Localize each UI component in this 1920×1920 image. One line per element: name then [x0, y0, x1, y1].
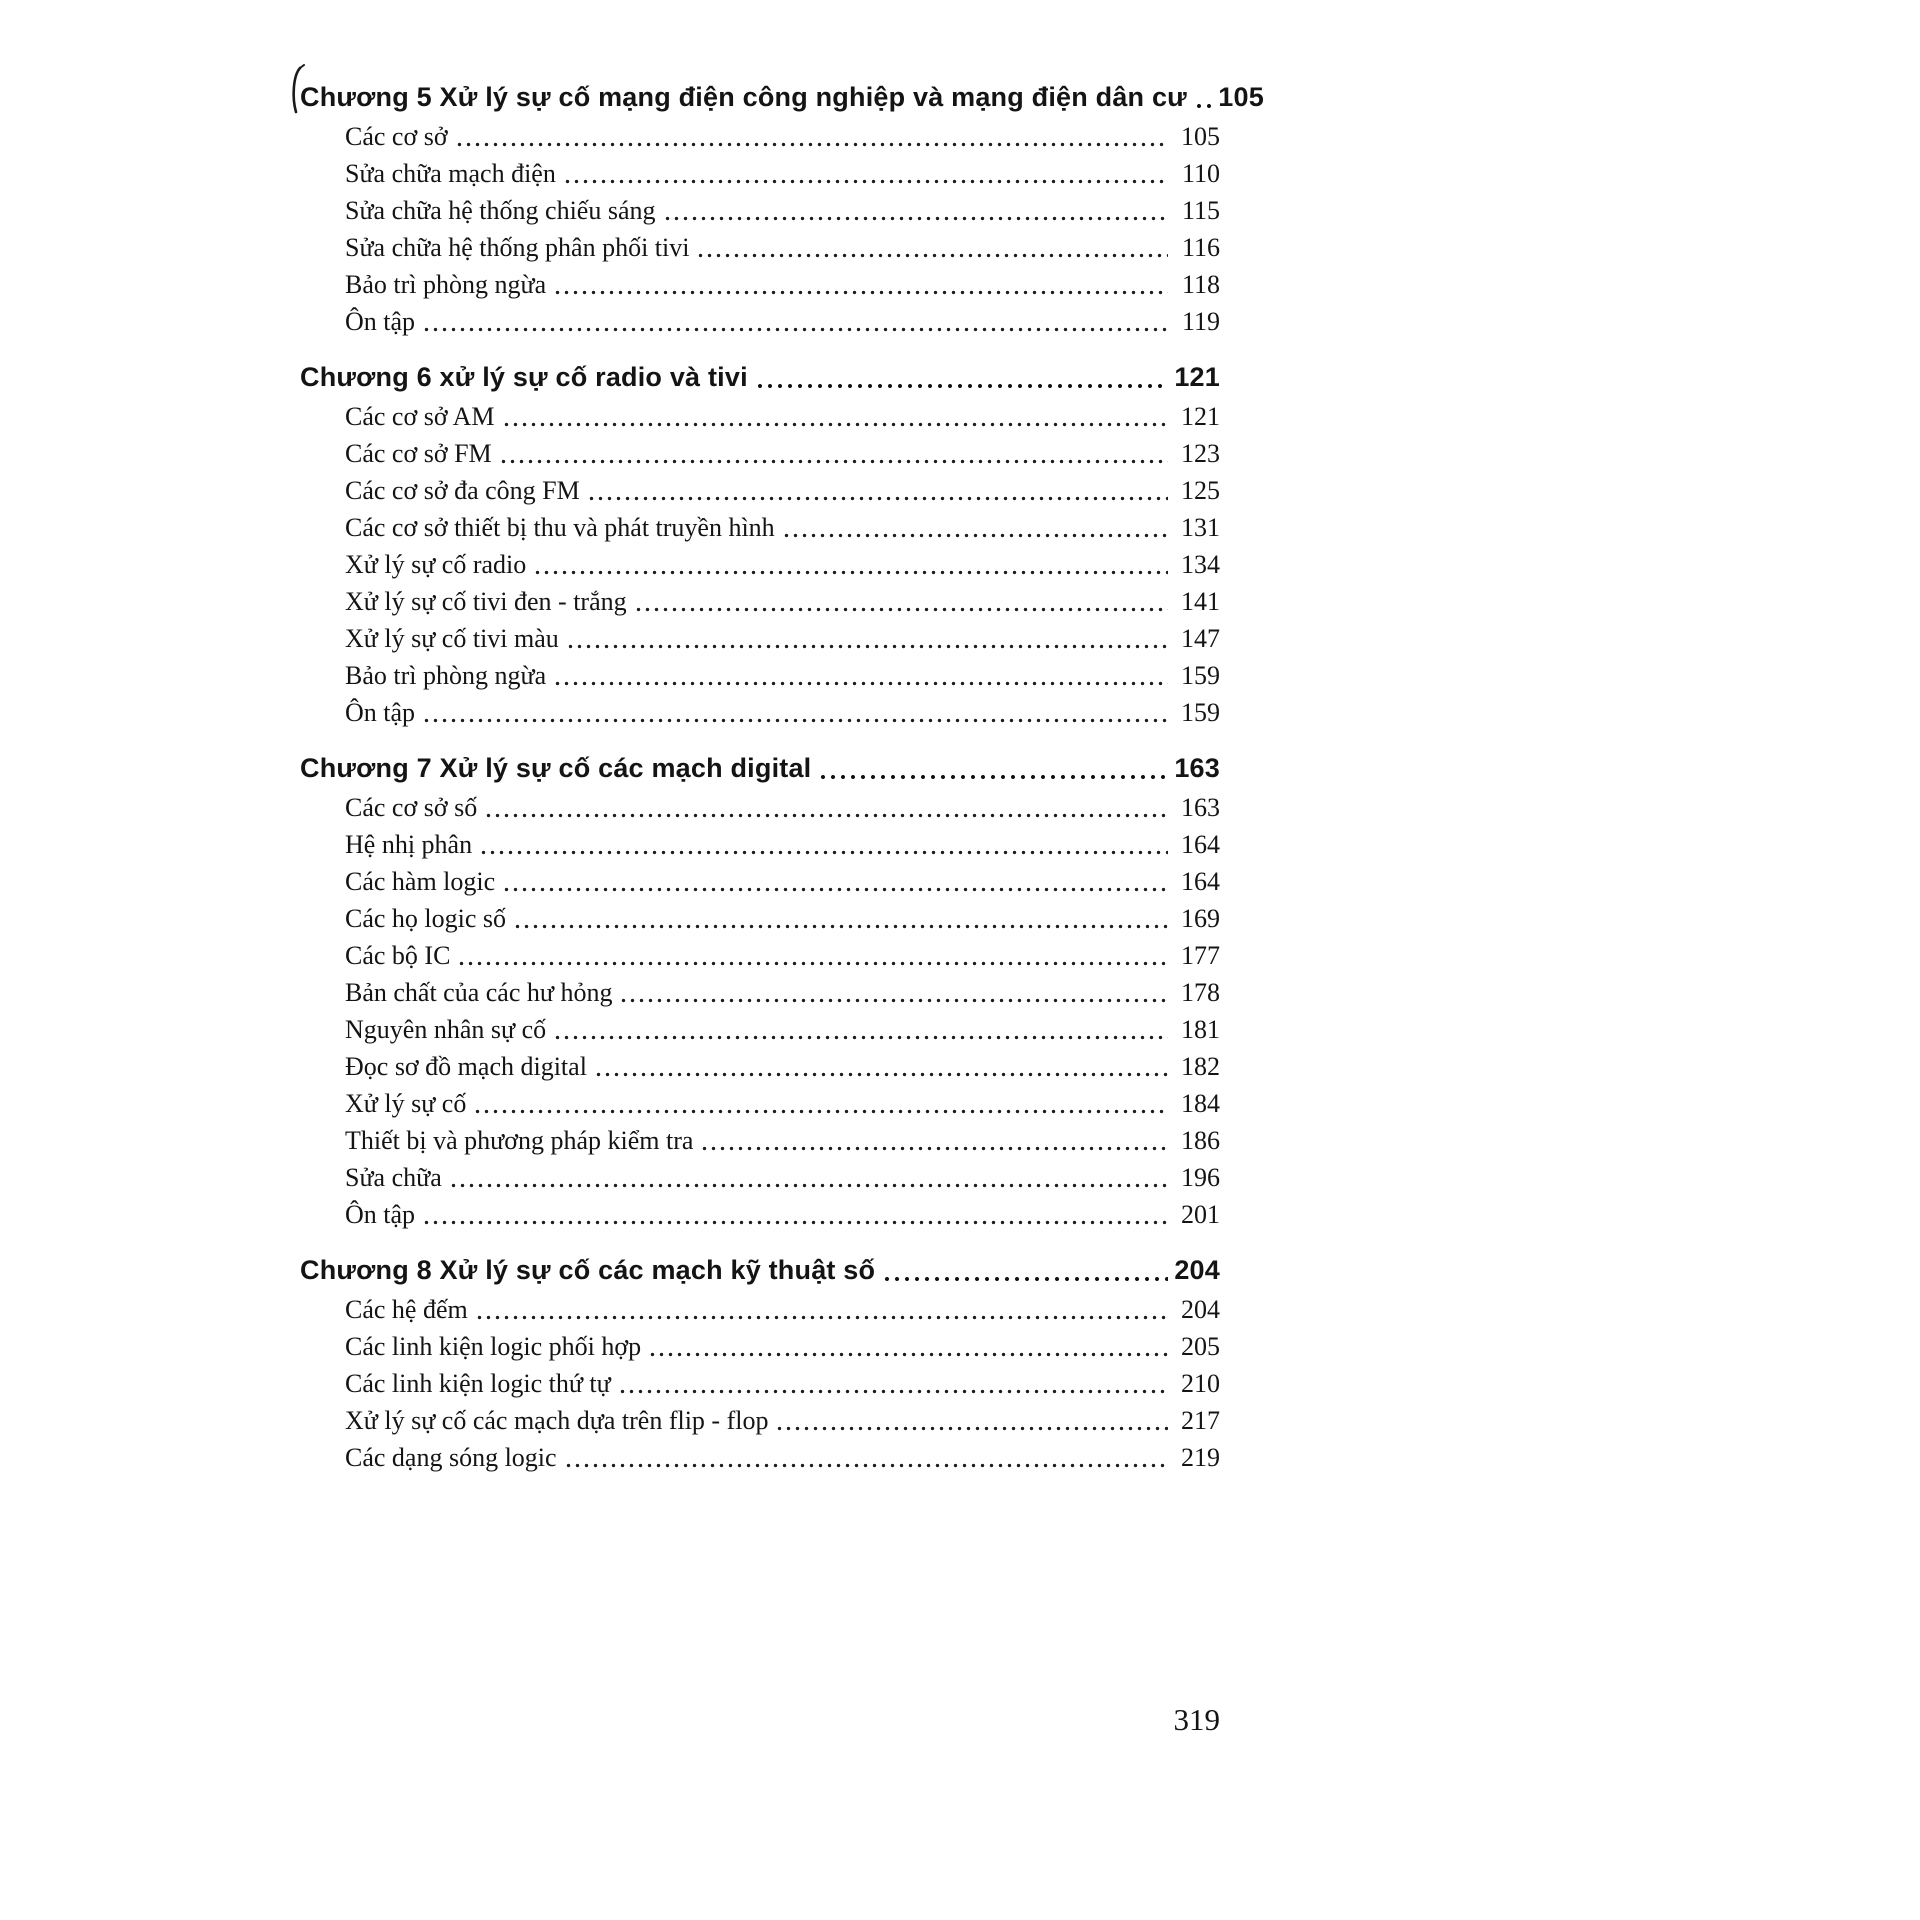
toc-entry-row [300, 546, 1220, 583]
entry-page-number: 201 [1181, 1200, 1220, 1229]
toc-entry-row [300, 1365, 1220, 1402]
entry-page-number: 116 [1181, 233, 1220, 262]
dot-leader [502, 863, 1168, 900]
chapter-page-number: 121 [1174, 362, 1220, 392]
entry-page-number: 164 [1181, 867, 1220, 896]
entry-title: Các cơ sở FM [345, 439, 492, 468]
toc-entry-row [300, 937, 1220, 974]
dot-leader [422, 1196, 1168, 1233]
toc-entry-row [300, 1328, 1220, 1365]
dot-leader [553, 657, 1168, 694]
dot-leader [553, 1011, 1168, 1048]
entry-page-number: 105 [1181, 122, 1220, 151]
chapter-page-number: 204 [1174, 1255, 1220, 1285]
toc-entry-row [300, 1122, 1220, 1159]
entry-page-number: 163 [1181, 793, 1220, 822]
entry-page-number: 125 [1181, 476, 1220, 505]
entry-title: Các cơ sở [345, 122, 448, 151]
toc-entry-row [300, 863, 1220, 900]
table-of-contents [300, 76, 1264, 1476]
chapter-title: Chương 7 Xử lý sự cố các mạch digital [300, 753, 812, 783]
toc-chapter [300, 76, 1264, 340]
entry-title: Các cơ sở thiết bị thu và phát truyền hình [345, 513, 775, 542]
chapter-page-number: 105 [1218, 82, 1264, 112]
dot-leader [553, 266, 1168, 303]
entry-page-number: 147 [1181, 624, 1220, 653]
toc-entry-row [300, 583, 1220, 620]
dot-leader [663, 192, 1169, 229]
entry-title: Xử lý sự cố các mạch dựa trên flip - flop [345, 1406, 769, 1435]
dot-leader [634, 583, 1168, 620]
entry-title: Các cơ sở AM [345, 402, 495, 431]
entry-page-number: 131 [1181, 513, 1220, 542]
entry-page-number: 196 [1181, 1163, 1220, 1192]
toc-chapter [300, 747, 1220, 1233]
entry-page-number: 219 [1181, 1443, 1220, 1472]
entry-page-number: 134 [1181, 550, 1220, 579]
entry-page-number: 181 [1181, 1015, 1220, 1044]
entry-title: Ôn tập [345, 698, 416, 727]
toc-entry-row [300, 1196, 1220, 1233]
toc-entry-row [300, 1439, 1220, 1476]
dot-leader [775, 1402, 1168, 1439]
entry-title: Các cơ sở số [345, 793, 478, 822]
dot-leader [700, 1122, 1168, 1159]
dot-leader [619, 974, 1168, 1011]
toc-entry-row [300, 192, 1220, 229]
entry-page-number: 204 [1181, 1295, 1220, 1324]
entry-title: Xử lý sự cố radio [345, 550, 527, 579]
toc-entry-row [300, 620, 1220, 657]
dot-leader [455, 118, 1168, 155]
dot-leader [422, 303, 1168, 340]
entry-title: Xử lý sự cố tivi đen - trắng [345, 587, 627, 616]
chapter-title: Chương 8 Xử lý sự cố các mạch kỹ thuật số [300, 1255, 876, 1285]
page-number: 319 [1173, 1702, 1220, 1737]
entry-title: Ôn tập [345, 307, 416, 336]
dot-leader [563, 155, 1168, 192]
entry-title: Sửa chữa mạch điện [345, 159, 556, 188]
dot-leader [484, 789, 1168, 826]
entry-page-number: 110 [1181, 159, 1220, 188]
dot-leader [457, 937, 1168, 974]
entry-title: Bảo trì phòng ngừa [345, 661, 547, 690]
toc-entry-row [300, 657, 1220, 694]
chapter-heading-row [300, 76, 1264, 118]
entry-title: Hệ nhị phân [345, 830, 473, 859]
chapter-title: Chương 5 Xử lý sự cố mạng điện công nghiệp và mạng điện dân cư [300, 82, 1187, 112]
dot-leader [648, 1328, 1168, 1365]
entry-page-number: 141 [1181, 587, 1220, 616]
dot-leader [502, 398, 1168, 435]
toc-entry-row [300, 303, 1220, 340]
toc-entry-row [300, 694, 1220, 731]
toc-chapter [300, 1249, 1220, 1476]
dot-leader [618, 1365, 1168, 1402]
entry-title: Các bộ IC [345, 941, 451, 970]
dot-leader [449, 1159, 1168, 1196]
entry-title: Các cơ sở đa công FM [345, 476, 580, 505]
toc-entry-row [300, 229, 1220, 266]
dot-leader [782, 509, 1168, 546]
toc-entry-row [300, 1011, 1220, 1048]
dot-leader [882, 1249, 1168, 1291]
entry-page-number: 169 [1181, 904, 1220, 933]
toc-entry-row [300, 789, 1220, 826]
dot-leader [499, 435, 1168, 472]
entry-title: Sửa chữa hệ thống chiếu sáng [345, 196, 656, 225]
entry-title: Nguyên nhân sự cố [345, 1015, 547, 1044]
entry-title: Sửa chữa [345, 1163, 442, 1192]
toc-chapter [300, 356, 1220, 731]
toc-entry-row [300, 1402, 1220, 1439]
dot-leader [473, 1085, 1168, 1122]
entry-page-number: 159 [1181, 661, 1220, 690]
entry-page-number: 182 [1181, 1052, 1220, 1081]
entry-title: Xử lý sự cố [345, 1089, 467, 1118]
entry-page-number: 123 [1181, 439, 1220, 468]
entry-page-number: 186 [1181, 1126, 1220, 1155]
toc-entry-row [300, 398, 1220, 435]
toc-entry-row [300, 900, 1220, 937]
entry-page-number: 159 [1181, 698, 1220, 727]
entry-title: Xử lý sự cố tivi màu [345, 624, 559, 653]
entry-page-number: 217 [1181, 1406, 1220, 1435]
entry-page-number: 118 [1181, 270, 1220, 299]
entry-title: Đọc sơ đồ mạch digital [345, 1052, 587, 1081]
dot-leader [475, 1291, 1168, 1328]
toc-entry-row [300, 472, 1220, 509]
toc-entry-row [300, 1291, 1220, 1328]
entry-page-number: 164 [1181, 830, 1220, 859]
entry-title: Sửa chữa hệ thống phân phối tivi [345, 233, 690, 262]
dot-leader [513, 900, 1168, 937]
toc-entry-row [300, 118, 1220, 155]
entry-title: Các linh kiện logic thứ tự [345, 1369, 611, 1398]
dot-leader [594, 1048, 1168, 1085]
entry-page-number: 115 [1181, 196, 1220, 225]
toc-entry-row [300, 435, 1220, 472]
toc-entry-row [300, 974, 1220, 1011]
entry-page-number: 178 [1181, 978, 1220, 1007]
entry-title: Các linh kiện logic phối hợp [345, 1332, 642, 1361]
chapter-heading-row [300, 1249, 1220, 1291]
dot-leader [755, 356, 1168, 398]
dot-leader [479, 826, 1168, 863]
toc-entry-row [300, 155, 1220, 192]
entry-title: Bản chất của các hư hỏng [345, 978, 613, 1007]
dot-leader [818, 747, 1168, 789]
toc-entry-row [300, 1048, 1220, 1085]
entry-page-number: 119 [1181, 307, 1220, 336]
entry-title: Ôn tập [345, 1200, 416, 1229]
dot-leader [587, 472, 1168, 509]
entry-title: Các hệ đếm [345, 1295, 468, 1324]
dot-leader [566, 620, 1168, 657]
entry-page-number: 184 [1181, 1089, 1220, 1118]
entry-page-number: 177 [1181, 941, 1220, 970]
dot-leader [422, 694, 1168, 731]
entry-page-number: 121 [1181, 402, 1220, 431]
chapter-page-number: 163 [1174, 753, 1220, 783]
toc-entry-row [300, 509, 1220, 546]
chapter-heading-row [300, 747, 1220, 789]
entry-page-number: 210 [1181, 1369, 1220, 1398]
toc-entry-row [300, 266, 1220, 303]
chapter-heading-row [300, 356, 1220, 398]
dot-leader [696, 229, 1168, 266]
entry-title: Các hàm logic [345, 867, 496, 896]
entry-title: Các dạng sóng logic [345, 1443, 557, 1472]
toc-entry-row [300, 1085, 1220, 1122]
toc-entry-row [300, 826, 1220, 863]
entry-title: Bảo trì phòng ngừa [345, 270, 547, 299]
dot-leader [564, 1439, 1168, 1476]
entry-page-number: 205 [1181, 1332, 1220, 1361]
entry-title: Thiết bị và phương pháp kiểm tra [345, 1126, 694, 1155]
chapter-title: Chương 6 xử lý sự cố radio và tivi [300, 362, 748, 392]
toc-entry-row [300, 1159, 1220, 1196]
dot-leader [1194, 76, 1212, 118]
dot-leader [533, 546, 1168, 583]
entry-title: Các họ logic số [345, 904, 507, 933]
